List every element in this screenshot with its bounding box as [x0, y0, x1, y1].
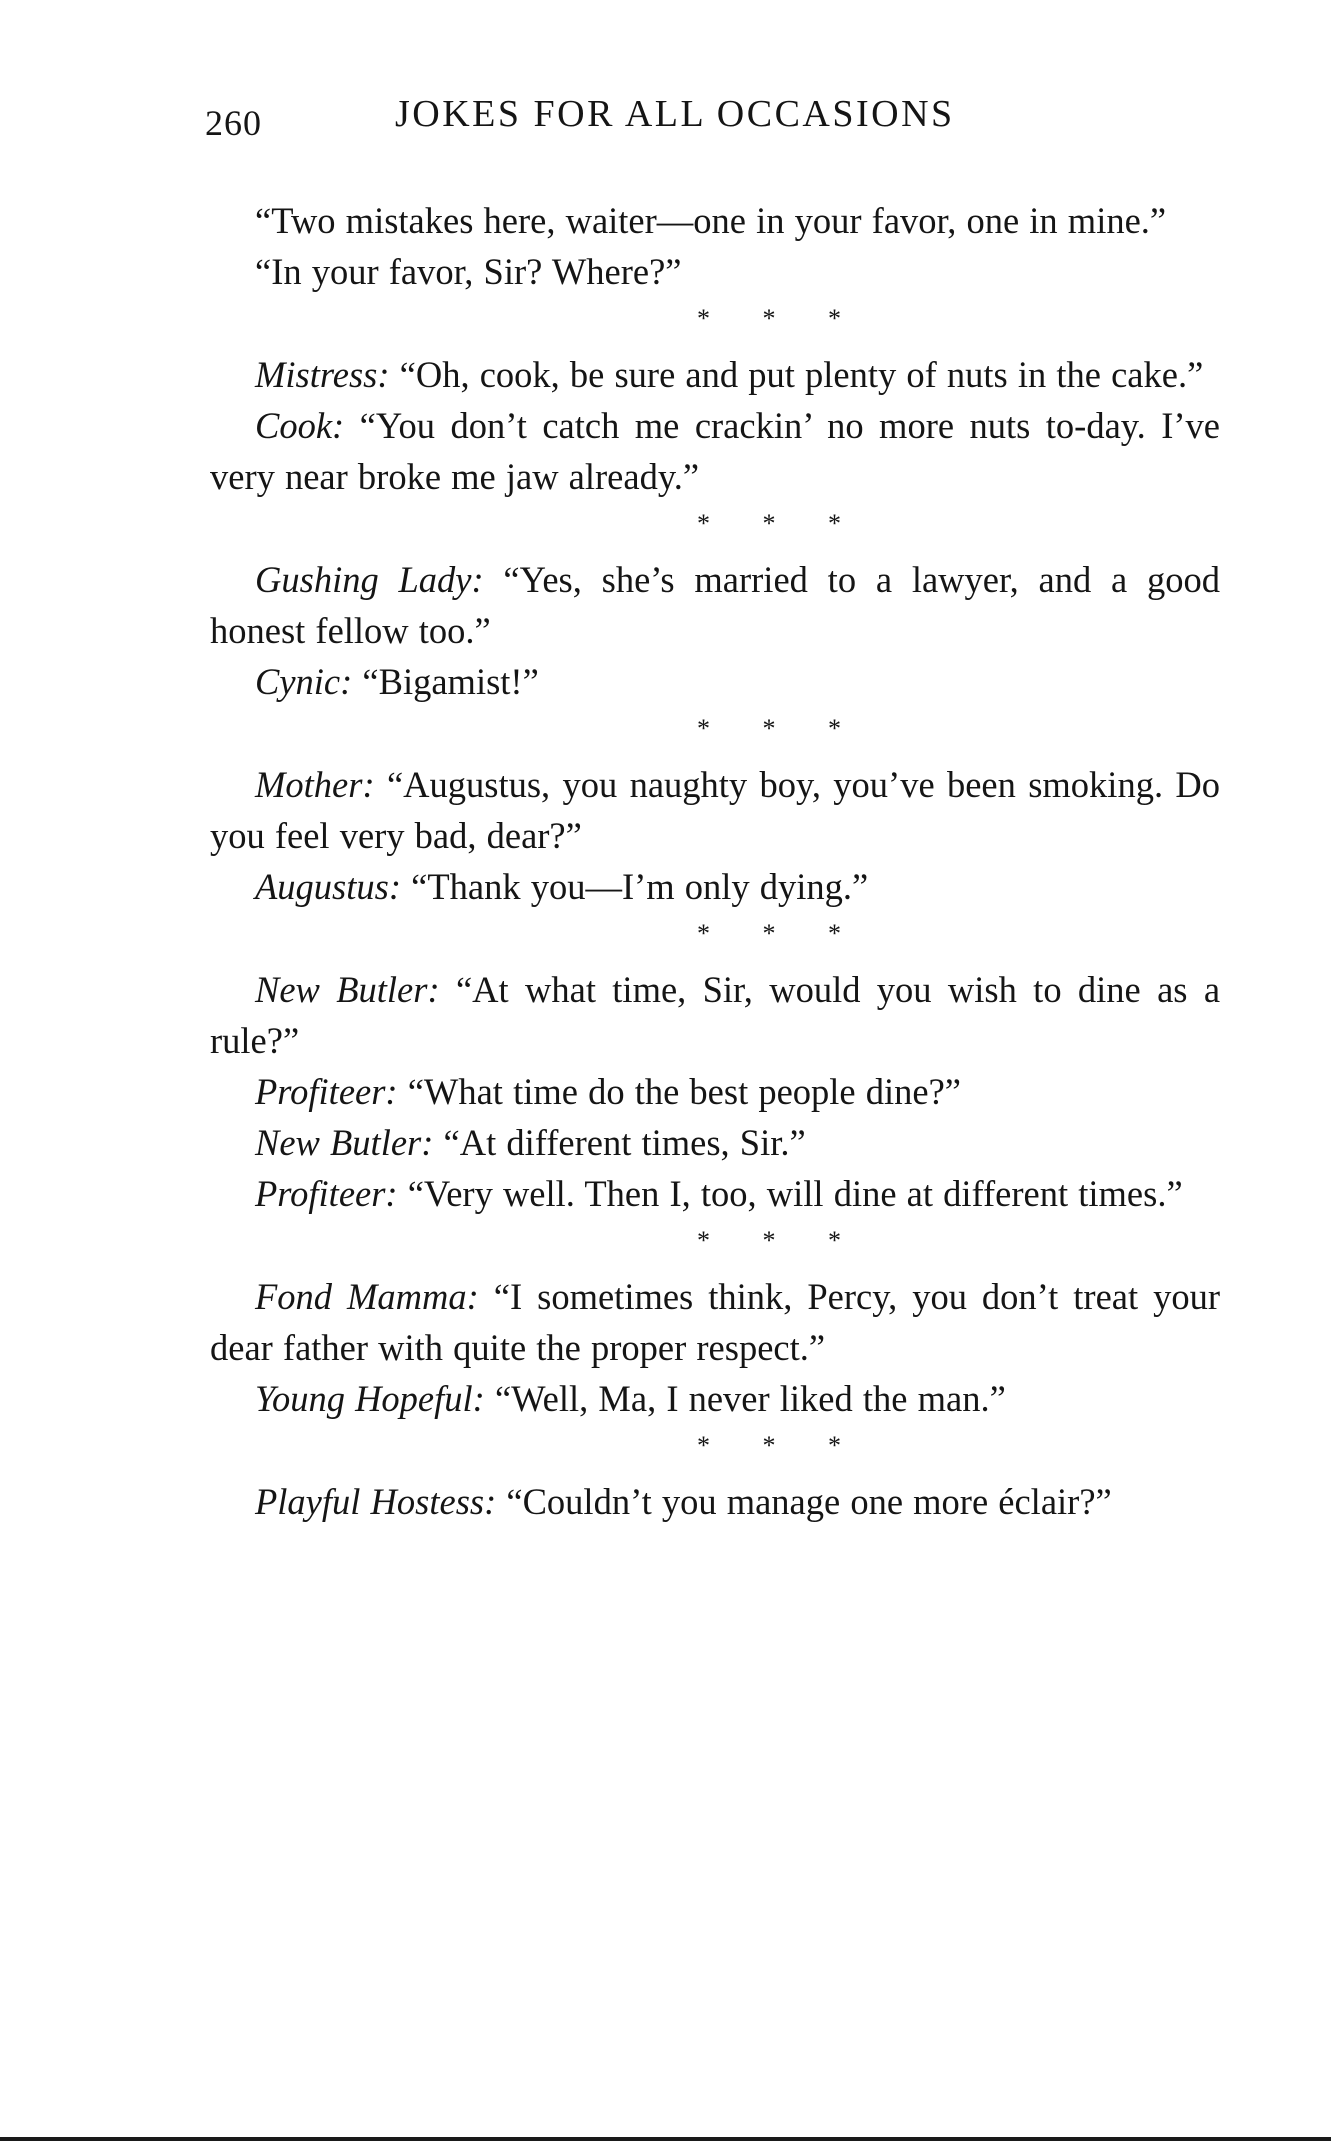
speaker-name: Playful Hostess:: [255, 1481, 497, 1522]
joke-line: [210, 1117, 1220, 1168]
line-text: “Couldn’t you manage one more éclair?”: [506, 1481, 1112, 1522]
line-text: “Augustus, you naughty boy, you’ve been smoking. Do you feel very bad, dear?”: [210, 764, 1220, 856]
line-text: “What time do the best people dine?”: [407, 1071, 961, 1112]
line-text: “Bigamist!”: [362, 661, 539, 702]
speaker-name: New Butler:: [255, 1122, 434, 1163]
line-text: “You don’t catch me crackin’ no more nuts to-day. I’ve very near broke me jaw already.”: [210, 405, 1220, 497]
joke-line: [210, 246, 1220, 297]
line-text: “Yes, she’s married to a lawyer, and a good honest fellow too.”: [210, 559, 1221, 651]
joke-line: [210, 656, 1220, 707]
page-body: [210, 195, 1220, 1527]
line-text: “At different times, Sir.”: [443, 1122, 806, 1163]
joke: [210, 554, 1220, 707]
speaker-name: Profiteer:: [255, 1071, 398, 1112]
speaker-name: Mother:: [255, 764, 375, 805]
line-text: “Well, Ma, I never liked the man.”: [494, 1378, 1006, 1419]
section-separator: * * *: [697, 304, 841, 333]
joke: [210, 195, 1220, 297]
section-separator: * * *: [697, 919, 841, 948]
section-separator: * * *: [697, 1226, 841, 1255]
speaker-name: Gushing Lady:: [255, 559, 484, 600]
joke-line: [210, 1066, 1220, 1117]
speaker-name: New Butler:: [255, 969, 440, 1010]
joke-line: [210, 1476, 1220, 1527]
speaker-name: Cook:: [255, 405, 345, 446]
line-text: “I sometimes think, Percy, you don’t treat your dear father with quite the proper respect.”: [210, 1276, 1221, 1368]
joke-line: [210, 964, 1220, 1066]
speaker-name: Young Hopeful:: [255, 1378, 485, 1419]
joke-line: [210, 1271, 1220, 1373]
section-separator: * * *: [697, 714, 841, 743]
joke-line: [210, 861, 1220, 912]
line-text: “Two mistakes here, waiter—one in your favor, one in mine.”: [255, 200, 1167, 241]
joke: [210, 964, 1220, 1219]
speaker-name: Fond Mamma:: [255, 1276, 479, 1317]
running-head: JOKES FOR ALL OCCASIONS: [395, 93, 955, 135]
joke-line: [210, 554, 1220, 656]
speaker-name: Cynic:: [255, 661, 353, 702]
joke-line: [210, 1373, 1220, 1424]
line-text: “At what time, Sir, would you wish to dine as a rule?”: [210, 969, 1221, 1061]
joke: [210, 1476, 1220, 1527]
section-separator: * * *: [697, 509, 841, 538]
page-number: 260: [205, 103, 262, 143]
speaker-name: Mistress:: [255, 354, 390, 395]
line-text: “In your favor, Sir? Where?”: [255, 251, 682, 292]
line-text: “Very well. Then I, too, will dine at different times.”: [407, 1173, 1183, 1214]
joke-line: [210, 349, 1220, 400]
line-text: “Oh, cook, be sure and put plenty of nuts in the cake.”: [399, 354, 1204, 395]
joke: [210, 349, 1220, 502]
joke-line: [210, 1168, 1220, 1219]
joke: [210, 1271, 1220, 1424]
joke-line: [210, 400, 1220, 502]
speaker-name: Profiteer:: [255, 1173, 398, 1214]
page-header: [205, 92, 1235, 142]
section-separator: * * *: [697, 1431, 841, 1460]
joke: [210, 759, 1220, 912]
joke-line: [210, 195, 1220, 246]
speaker-name: Augustus:: [255, 866, 401, 907]
joke-line: [210, 759, 1220, 861]
scan-edge-line: [0, 2137, 1331, 2141]
line-text: “Thank you—I’m only dying.”: [411, 866, 869, 907]
